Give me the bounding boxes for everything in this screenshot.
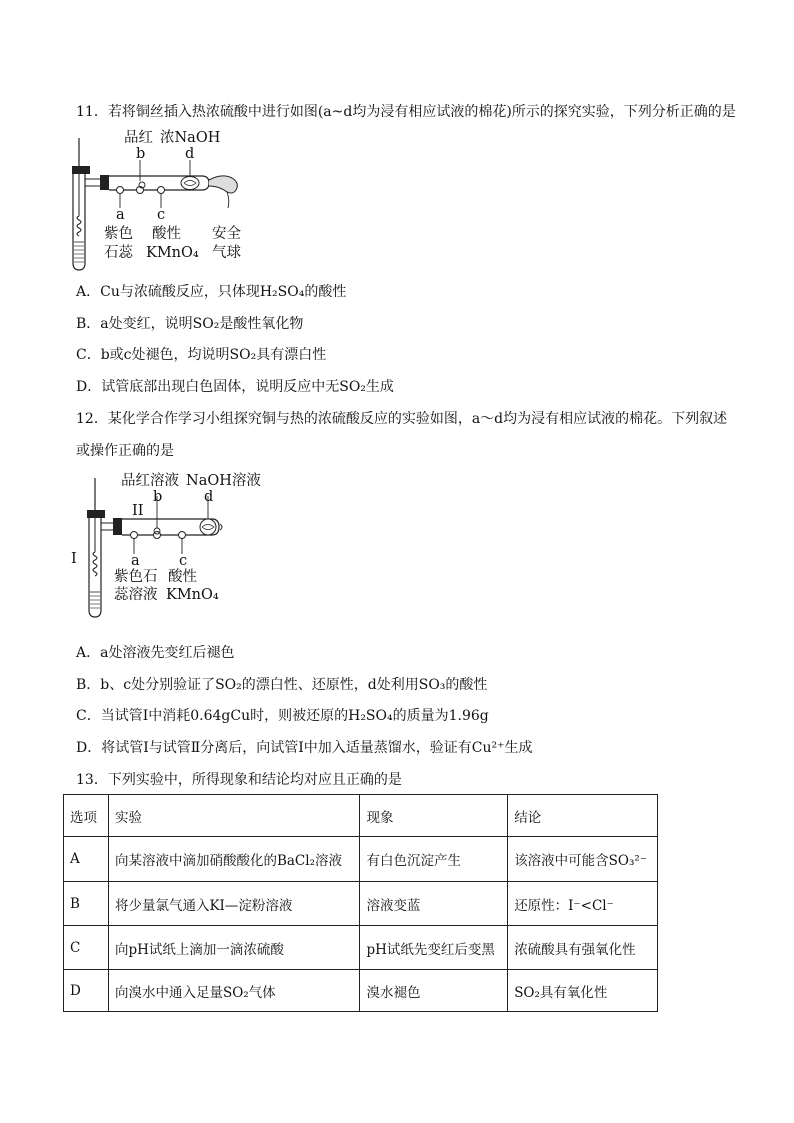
q12-stem-line1: 12．某化学合作学习小组探究铜与热的浓硫酸反应的实验如图，a～d均为浸有相应试液的棉花。下列叙述 <box>76 411 728 427</box>
table-header-row <box>64 795 658 837</box>
q12-label-c: c <box>179 553 188 569</box>
q11-label-kmno4-2: KMnO₄ <box>146 245 199 261</box>
q12-label-d: d <box>204 489 214 505</box>
table-cell: 浓硫酸具有强氧化性 <box>508 926 658 970</box>
table-cell: 向pH试纸上滴加一滴浓硫酸 <box>108 926 360 970</box>
q12-label-naoh: NaOH溶液 <box>186 473 261 489</box>
table-cell: B <box>64 882 109 926</box>
header-option: 选项 <box>64 795 109 837</box>
q12-label-kmno4-2: KMnO₄ <box>166 587 219 603</box>
q11-option-b: B．a处变红，说明SO₂是酸性氧化物 <box>76 316 304 332</box>
table-cell: 向溴水中通入足量SO₂气体 <box>108 970 360 1012</box>
q12-label-tube-2: II <box>132 503 144 519</box>
q13-table <box>63 794 658 1012</box>
table-row <box>64 970 658 1012</box>
q12-label-b: b <box>153 489 163 505</box>
q11-option-c: C．b或c处褪色，均说明SO₂具有漂白性 <box>76 347 327 363</box>
table-cell: D <box>64 970 109 1012</box>
q11-label-b: b <box>136 146 146 162</box>
q11-label-a: a <box>116 207 125 223</box>
header-phenomenon: 现象 <box>360 795 508 837</box>
q11-label-kmno4-1: 酸性 <box>152 226 181 242</box>
q12-stem-line2: 或操作正确的是 <box>76 443 174 459</box>
header-conclusion: 结论 <box>508 795 658 837</box>
table-cell: SO₂具有氧化性 <box>508 970 658 1012</box>
q13-stem: 13．下列实验中，所得现象和结论均对应且正确的是 <box>76 772 402 788</box>
q12-option-b: B．b、c处分别验证了SO₂的漂白性、还原性，d处利用SO₃的酸性 <box>76 677 488 693</box>
table-cell: C <box>64 926 109 970</box>
q11-label-d: d <box>185 146 195 162</box>
table-cell: 还原性：I⁻<Cl⁻ <box>508 882 658 926</box>
q12-label-litmus-2: 蕊溶液 <box>114 587 158 603</box>
q12-label-a: a <box>131 553 140 569</box>
q12-label-kmno4-1: 酸性 <box>168 569 197 585</box>
table-cell: 将少量氯气通入KI—淀粉溶液 <box>108 882 360 926</box>
table-cell: 溴水褪色 <box>360 970 508 1012</box>
q12-option-d: D．将试管Ⅰ与试管Ⅱ分离后，向试管Ⅰ中加入适量蒸馏水，验证有Cu²⁺生成 <box>76 740 533 756</box>
q11-option-a: A．Cu与浓硫酸反应，只体现H₂SO₄的酸性 <box>76 284 347 300</box>
q11-label-c: c <box>157 207 166 223</box>
q11-label-litmus-1: 紫色 <box>104 226 133 242</box>
q12-label-tube-1: I <box>71 551 77 567</box>
header-experiment: 实验 <box>108 795 360 837</box>
q12-label-litmus-1: 紫色石 <box>114 569 158 585</box>
table-cell: pH试纸先变红后变黑 <box>360 926 508 970</box>
table-cell: 溶液变蓝 <box>360 882 508 926</box>
q12-option-a: A．a处溶液先变红后褪色 <box>76 645 235 661</box>
table-cell: 向某溶液中滴加硝酸酸化的BaCl₂溶液 <box>108 837 360 882</box>
q11-label-balloon-1: 安全 <box>212 226 241 242</box>
q11-stem: 11．若将铜丝插入热浓硫酸中进行如图(a~d均为浸有相应试液的棉花)所示的探究实验，下列分析正确的是 <box>76 104 736 120</box>
q11-label-litmus-2: 石蕊 <box>104 245 133 261</box>
table-row <box>64 837 658 882</box>
table-cell: 有白色沉淀产生 <box>360 837 508 882</box>
q11-label-balloon-2: 气球 <box>212 245 241 261</box>
q11-label-naoh: 浓NaOH <box>160 130 221 146</box>
q12-label-pinhong: 品红溶液 <box>121 473 179 489</box>
q12-option-c: C．当试管Ⅰ中消耗0.64gCu时，则被还原的H₂SO₄的质量为1.96g <box>76 708 489 724</box>
table-row <box>64 882 658 926</box>
q11-option-d: D．试管底部出现白色固体，说明反应中无SO₂生成 <box>76 379 394 395</box>
table-cell: A <box>64 837 109 882</box>
table-row <box>64 926 658 970</box>
table-cell: 该溶液中可能含SO₃²⁻ <box>508 837 658 882</box>
q11-label-pinhong: 品红 <box>124 130 153 146</box>
